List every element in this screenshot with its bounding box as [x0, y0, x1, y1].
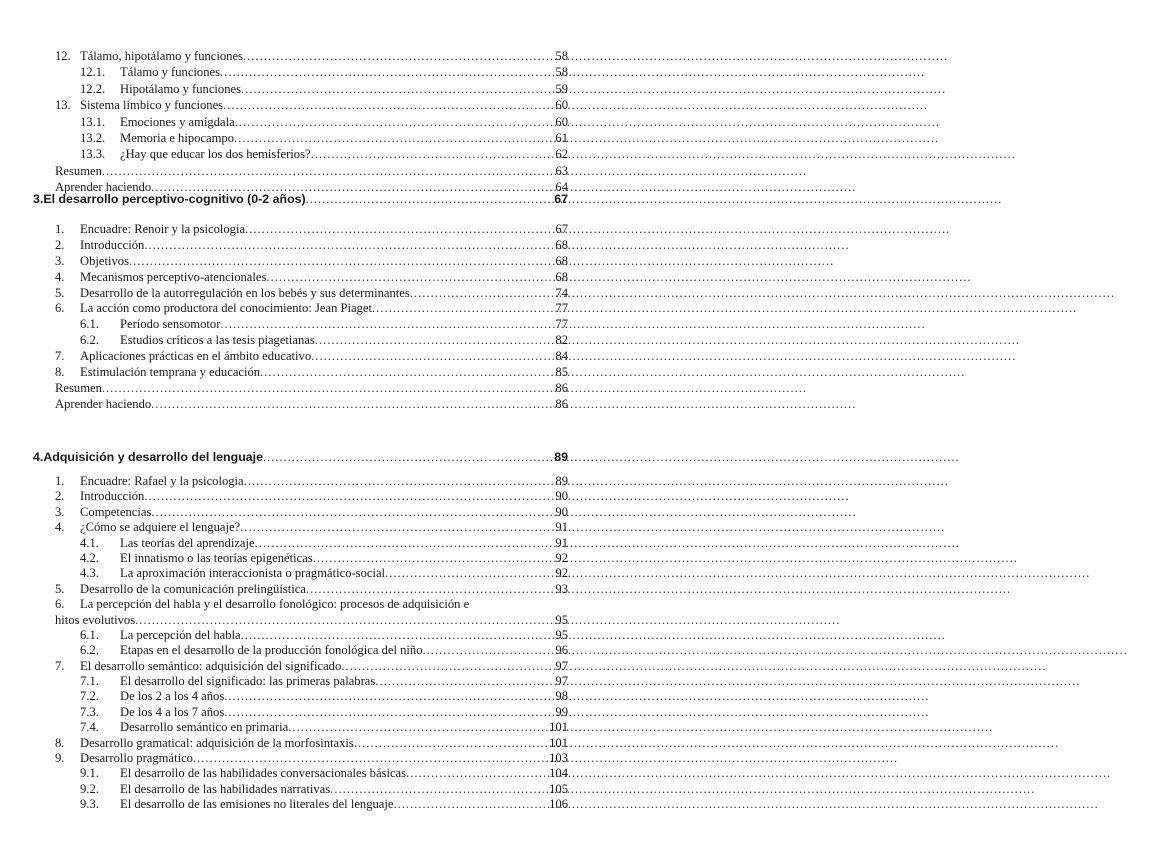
dot-leader — [220, 317, 500, 332]
entry-number: 6.2. — [80, 333, 99, 348]
dot-leader — [315, 333, 500, 348]
dot-leader — [241, 82, 500, 97]
toc-entry[interactable] — [55, 49, 567, 65]
entry-number: 6. — [55, 301, 65, 316]
toc-entry[interactable] — [55, 317, 567, 333]
entry-title: Mecanismos perceptivo-atencionales — [80, 269, 267, 284]
entry-page: 59 — [555, 81, 568, 96]
entry-title: De los 2 a los 4 años — [120, 689, 225, 704]
chapter-number: 4. — [33, 450, 44, 464]
entry-title: ¿Cómo se adquiere el lenguaje? — [80, 520, 241, 535]
entry-page: 90 — [555, 504, 568, 519]
entry-title: Introducción — [80, 237, 145, 252]
dot-leader — [372, 301, 500, 316]
entry-title: El desarrollo de las emisiones no literales del lenguaje — [120, 797, 394, 812]
toc-entry[interactable] — [55, 254, 567, 270]
dot-leader — [288, 720, 500, 735]
entry-number: 4.3. — [80, 566, 99, 581]
toc-entry[interactable] — [55, 536, 567, 551]
dot-leader — [151, 397, 500, 412]
entry-number: 9.3. — [80, 797, 99, 812]
entry-number: 6.1. — [80, 627, 99, 642]
dot-leader — [234, 131, 500, 146]
entry-number: 3. — [55, 504, 65, 519]
entry-number: 7.4. — [80, 720, 99, 735]
dot-leader — [129, 254, 500, 269]
entry-page: 97 — [555, 658, 568, 673]
entry-title: Introducción — [80, 489, 145, 504]
dot-leader — [330, 782, 500, 797]
entry-title: El desarrollo del significado: las primeras palabras — [120, 674, 376, 689]
toc-entry[interactable] — [55, 301, 567, 317]
entry-page: 82 — [555, 333, 568, 348]
entry-page: 95 — [555, 612, 568, 627]
entry-page: 91 — [555, 520, 568, 535]
entry-page: 77 — [555, 301, 568, 316]
entry-page: 103 — [549, 751, 568, 766]
entry-page: 62 — [555, 147, 568, 162]
dot-leader — [306, 582, 500, 597]
entry-number: 5. — [55, 285, 65, 300]
entry-page: 60 — [555, 114, 568, 129]
entry-title: Emociones y amígdala — [120, 114, 235, 129]
entry-title: Estudios críticos a las tesis piagetianas — [120, 333, 315, 348]
entry-page: 63 — [555, 163, 568, 178]
dot-leader — [255, 536, 500, 551]
entry-page: 104 — [549, 766, 568, 781]
entry-page: 64 — [555, 180, 568, 195]
entry-number: 1. — [55, 474, 65, 488]
entry-number: 2. — [55, 489, 65, 504]
dot-leader — [263, 450, 500, 465]
entry-page: 101 — [549, 720, 568, 735]
dot-leader — [406, 766, 500, 781]
entry-page: 84 — [555, 349, 568, 364]
entry-number: 7.3. — [80, 704, 99, 719]
entry-number: 2. — [55, 237, 65, 252]
toc-entry[interactable] — [55, 751, 567, 766]
entry-number: 9.2. — [80, 781, 99, 796]
entry-page: 68 — [555, 237, 568, 252]
toc-entry[interactable] — [55, 689, 567, 704]
toc-entry[interactable] — [55, 520, 567, 535]
entry-title: Objetivos — [80, 253, 129, 268]
toc-entry[interactable] — [55, 131, 567, 147]
entry-page: 60 — [555, 98, 568, 113]
dot-leader — [245, 222, 500, 237]
dot-leader — [244, 474, 500, 489]
entry-page: 101 — [549, 735, 568, 750]
entry-number: 12. — [55, 49, 71, 63]
entry-number: 8. — [55, 735, 65, 750]
entry-number: 13.3. — [80, 147, 106, 162]
dot-leader — [240, 520, 500, 535]
chapter-4-heading[interactable] — [33, 450, 567, 465]
toc-entry[interactable] — [55, 365, 567, 381]
dot-leader — [224, 689, 500, 704]
entry-page: 93 — [555, 581, 568, 596]
entry-page: 96 — [555, 643, 568, 658]
dot-leader — [423, 643, 501, 658]
entry-page: 74 — [555, 285, 568, 300]
entry-title: Desarrollo pragmático — [80, 751, 193, 766]
entry-title: Encuadre: Rafael y la psicologia — [80, 474, 244, 488]
toc-entry[interactable] — [55, 82, 567, 98]
chapter-title: Adquisición y desarrollo del lenguaje — [43, 450, 263, 464]
toc-entry[interactable] — [55, 238, 567, 254]
entry-title: El innatismo o las teorías epigenéticas — [120, 550, 313, 565]
toc-entry[interactable] — [55, 381, 567, 397]
entry-title: Etapas en el desarrollo de la producción fonológica del niño — [120, 643, 423, 658]
entry-page: 97 — [555, 674, 568, 689]
entry-number: 7.1. — [80, 674, 99, 689]
entry-title: ¿Hay que educar los dos hemisferios? — [120, 147, 311, 162]
chapter-page: 67 — [554, 192, 568, 206]
entry-page: 92 — [555, 566, 568, 581]
entry-page: 85 — [555, 365, 568, 380]
entry-title: Memoria e hipocampo — [120, 130, 235, 145]
entry-number: 7. — [55, 349, 65, 364]
toc-entry[interactable] — [55, 474, 567, 489]
entry-title: Competencias — [80, 504, 152, 519]
dot-leader — [393, 797, 500, 812]
toc-entry[interactable] — [55, 797, 567, 812]
entry-number: 6. — [55, 597, 65, 612]
entry-page: 92 — [555, 550, 568, 565]
dot-leader — [306, 192, 500, 207]
entry-title: Aplicaciones prácticas en el ámbito educativo — [80, 349, 312, 364]
toc-entry-continuation[interactable] — [55, 613, 567, 628]
entry-title: De los 4 a los 7 años — [120, 704, 225, 719]
entry-title: La percepción del habla y el desarrollo fonológico: procesos de adquisición e — [80, 597, 470, 612]
entry-page: 58 — [555, 65, 568, 80]
dot-leader — [341, 659, 500, 674]
dot-leader — [223, 98, 500, 113]
entry-page: 99 — [555, 704, 568, 719]
dot-leader — [311, 147, 500, 162]
entry-title: Desarrollo de la comunicación prelingüística — [80, 581, 306, 596]
entry-title: Tálamo, hipotálamo y funciones — [80, 49, 243, 63]
toc-section-continued — [55, 49, 567, 197]
entry-number: 6.2. — [80, 643, 99, 658]
entry-page: 58 — [555, 49, 568, 63]
entry-page: 86 — [555, 396, 568, 411]
chapter-number: 3. — [33, 192, 44, 206]
toc-entry[interactable] — [55, 643, 567, 658]
entry-number: 7. — [55, 658, 65, 673]
toc-entry[interactable] — [55, 720, 567, 735]
entry-title: Desarrollo gramatical: adquisición de la morfosintaxis — [80, 735, 354, 750]
entry-title: Resumen — [55, 163, 102, 178]
entry-page: 68 — [555, 253, 568, 268]
entry-number: 9. — [55, 751, 65, 766]
dot-leader — [266, 270, 500, 285]
entry-number: 13. — [55, 98, 71, 113]
toc-entry[interactable] — [55, 505, 567, 520]
toc-entry[interactable] — [55, 270, 567, 286]
dot-leader — [241, 628, 500, 643]
toc-entry[interactable] — [55, 582, 567, 597]
chapter-3-heading[interactable] — [33, 192, 567, 207]
toc-entry[interactable] — [55, 782, 567, 797]
toc-entry[interactable] — [55, 489, 567, 504]
entry-page: 98 — [555, 689, 568, 704]
dot-leader — [144, 489, 500, 504]
entry-number: 4. — [55, 520, 65, 535]
entry-title: El desarrollo de las habilidades narrativas — [120, 781, 331, 796]
chapter-3-entries — [55, 222, 567, 413]
toc-entry[interactable] — [55, 65, 567, 81]
entry-title: El desarrollo semántico: adquisición del significado — [80, 658, 342, 673]
entry-page: 106 — [549, 797, 568, 812]
entry-title: Aprender haciendo — [55, 180, 152, 195]
dot-leader — [260, 365, 500, 380]
entry-title: Desarrollo de la autorregulación en los bebés y sus determinantes — [80, 285, 410, 300]
entry-number: 4.2. — [80, 550, 99, 565]
toc-entry[interactable] — [55, 659, 567, 674]
dot-leader — [193, 751, 500, 766]
dot-leader — [410, 286, 500, 301]
entry-title: Encuadre: Renoir y la psicologia — [80, 222, 246, 236]
dot-leader — [354, 736, 500, 751]
dot-leader — [220, 65, 500, 80]
toc-entry[interactable] — [55, 674, 567, 689]
entry-number: 12.1. — [80, 65, 106, 80]
entry-title: Tálamo y funciones — [120, 65, 221, 80]
entry-page: 61 — [555, 130, 568, 145]
entry-number: 13.1. — [80, 114, 106, 129]
dot-leader — [144, 238, 500, 253]
entry-title: Estimulación temprana y educación — [80, 365, 261, 380]
chapter-4-entries — [55, 474, 567, 813]
entry-page: 86 — [555, 380, 568, 395]
toc-entry[interactable] — [55, 551, 567, 566]
entry-title: Resumen — [55, 380, 102, 395]
dot-leader — [235, 115, 500, 130]
dot-leader — [135, 613, 500, 628]
toc-entry[interactable] — [55, 164, 567, 180]
entry-number: 9.1. — [80, 766, 99, 781]
entry-number: 5. — [55, 581, 65, 596]
toc-entry[interactable] — [55, 566, 567, 581]
entry-title: La percepción del habla — [120, 627, 241, 642]
entry-page: 89 — [555, 474, 568, 488]
entry-number: 7.2. — [80, 689, 99, 704]
dot-leader — [102, 164, 500, 179]
entry-page: 68 — [555, 269, 568, 284]
entry-page: 67 — [555, 222, 568, 236]
toc-entry[interactable] — [55, 597, 567, 612]
toc-entry[interactable] — [55, 349, 567, 365]
toc-entry[interactable] — [55, 333, 567, 349]
entry-number: 4.1. — [80, 535, 99, 550]
dot-leader — [311, 349, 500, 364]
toc-entry[interactable] — [55, 736, 567, 751]
toc-entry[interactable] — [55, 397, 567, 413]
toc-entry[interactable] — [55, 98, 567, 114]
dot-leader — [151, 505, 500, 520]
entry-title: La aproximación interaccionista o pragmático-social — [120, 566, 386, 581]
entry-page: 91 — [555, 535, 568, 550]
entry-number: 8. — [55, 365, 65, 380]
chapter-title: El desarrollo perceptivo-cognitivo (0-2 años) — [43, 192, 306, 206]
toc-entry[interactable] — [55, 115, 567, 131]
entry-page: 77 — [555, 317, 568, 332]
entry-title: Desarrollo semántico en primaria — [120, 720, 289, 735]
dot-leader — [385, 566, 500, 581]
toc-entry[interactable] — [55, 147, 567, 163]
entry-title-continued: hitos evolutivos — [55, 612, 136, 627]
entry-title: Hipotálamo y funciones — [120, 81, 242, 96]
entry-title: El desarrollo de las habilidades conversacionales básicas — [120, 766, 407, 781]
entry-number: 13.2. — [80, 130, 106, 145]
entry-page: 95 — [555, 627, 568, 642]
entry-title: Las teorías del aprendizaje — [120, 535, 255, 550]
dot-leader — [243, 49, 500, 64]
chapter-page: 89 — [554, 450, 568, 464]
entry-title: Sistema límbico y funciones — [80, 98, 224, 113]
dot-leader — [224, 705, 500, 720]
entry-number: 6.1. — [80, 317, 99, 332]
toc-entry[interactable] — [55, 628, 567, 643]
dot-leader — [375, 674, 500, 689]
entry-page: 90 — [555, 489, 568, 504]
entry-title: Período sensomotor — [120, 317, 221, 332]
entry-number: 12.2. — [80, 81, 106, 96]
toc-entry[interactable] — [55, 222, 567, 238]
dot-leader — [102, 381, 500, 396]
entry-number: 3. — [55, 253, 65, 268]
entry-number: 4. — [55, 269, 65, 284]
toc-entry[interactable] — [55, 286, 567, 302]
entry-title: La acción como productora del conocimiento: Jean Piaget — [80, 301, 372, 316]
toc-entry[interactable] — [55, 766, 567, 781]
entry-page: 105 — [549, 781, 568, 796]
toc-entry[interactable] — [55, 705, 567, 720]
entry-title: Aprender haciendo — [55, 396, 152, 411]
dot-leader — [313, 551, 500, 566]
entry-number: 1. — [55, 222, 65, 236]
